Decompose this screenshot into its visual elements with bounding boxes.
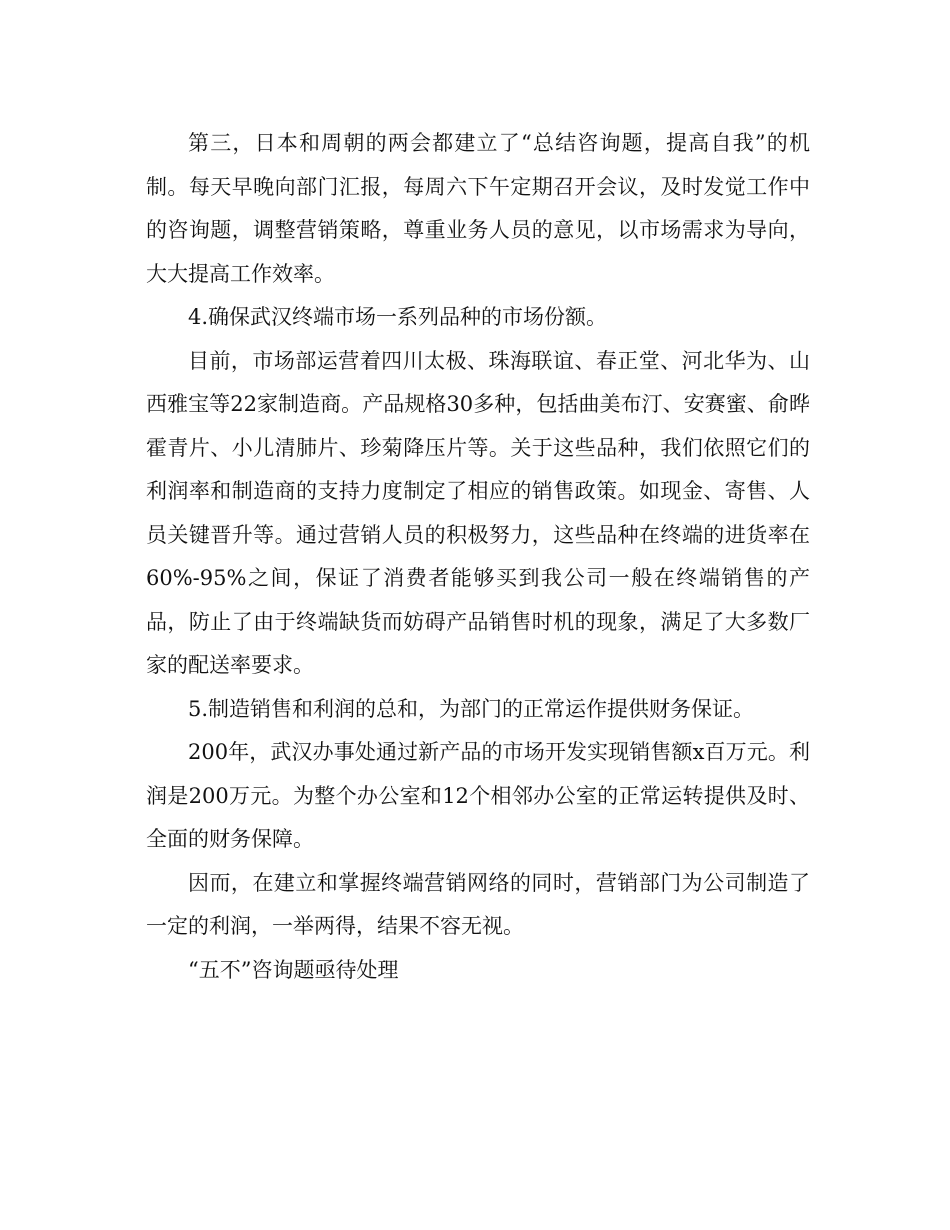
paragraph-sales-profit: 200年，武汉办事处通过新产品的市场开发实现销售额x百万元。利润是200万元。为整个办公室和12个相邻办公室的正常运转提供及时、全面的财务保障。: [146, 740, 810, 851]
heading-item-5: 5.制造销售和利润的总和，为部门的正常运作提供财务保证。: [188, 696, 755, 721]
heading-five-problems: “五不”咨询题亟待处理: [188, 957, 399, 982]
paragraph-manufacturers: 目前，市场部运营着四川太极、珠海联谊、春正堂、河北华为、山西雅宝等22家制造商。产品规格30多种，包括曲美布汀、安赛蜜、俞晔霍青片、小儿清肺片、珍菊降压片等。关于这些品种，我们依照它们的利润率和制造商的支持力度制定了相应的销售政策。如现金、寄售、人员关键晋升等。通过营销人员的积极努力，这些品种在终端的进货率在60%-95%之间，保证了消费者能够买到我公司一般在终端销售的产品，防止了由于终端缺货而妨碍产品销售时机的现象，满足了大多数厂家的配送率要求。: [146, 348, 810, 677]
paragraph-summary-mechanism: 第三，日本和周朝的两会都建立了“总结咨询题，提高自我”的机制。每天早晚向部门汇报，每周六下午定期召开会议，及时发觉工作中的咨询题，调整营销策略，尊重业务人员的意见，以市场需求为导向，大大提高工作效率。: [146, 131, 810, 286]
heading-item-4: 4.确保武汉终端市场一系列品种的市场份额。: [188, 305, 608, 329]
document-body: [146, 122, 810, 992]
paragraph-conclusion: 因而，在建立和掌握终端营销网络的同时，营销部门为公司制造了一定的利润，一举两得，结果不容无视。: [146, 870, 810, 938]
